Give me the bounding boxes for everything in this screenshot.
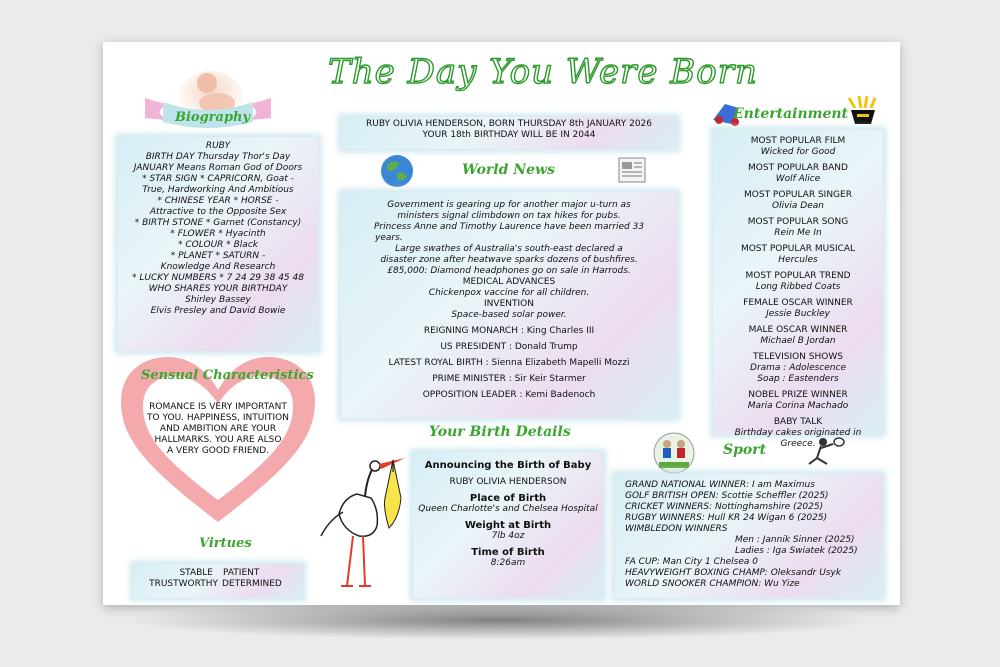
sport-line: CRICKET WINNERS: Nottinghamshire (2025) xyxy=(625,502,824,512)
page-shadow xyxy=(120,600,880,640)
sport-line: GOLF BRITISH OPEN: Scottie Scheffler (2025) xyxy=(625,491,829,501)
entertainment-label: MOST POPULAR BAND xyxy=(748,163,848,173)
birth-details-box xyxy=(413,452,603,598)
biography-line: BIRTH DAY Thursday Thor's Day xyxy=(145,152,291,162)
entertainment-value: Birthday cakes originated in xyxy=(734,428,862,438)
entertainment-item xyxy=(713,190,883,212)
biography-line: Attractive to the Opposite Sex xyxy=(149,207,287,217)
entertainment-value: Greece. xyxy=(780,439,816,449)
entertainment-item xyxy=(713,217,883,239)
news-line: LATEST ROYAL BIRTH : Sienna Elizabeth Mapelli Mozzi xyxy=(388,358,630,368)
sensual-line: TO YOU. HAPPINESS, INTUITION xyxy=(147,413,289,423)
entertainment-label: NOBEL PRIZE WINNER xyxy=(748,390,848,400)
sport-line: WIMBLEDON WINNERS xyxy=(625,524,728,534)
biography-line: Knowledge And Research xyxy=(160,262,276,272)
page-title: The Day You Were Born xyxy=(328,52,758,92)
entertainment-item xyxy=(713,325,883,347)
header-line: YOUR 18th BIRTHDAY WILL BE IN 2044 xyxy=(422,130,596,140)
virtues-box xyxy=(133,564,303,598)
news-line: Space-based solar power. xyxy=(451,310,567,320)
news-line: disaster zone after heatwave sparks dozens of bushfires. xyxy=(380,255,638,265)
birthday-certificate xyxy=(103,42,900,605)
baby-bundle-icon xyxy=(381,458,407,538)
entertainment-value: Michael B Jordan xyxy=(760,336,836,346)
entertainment-item xyxy=(713,244,883,266)
baby-name: RUBY OLIVIA HENDERSON xyxy=(449,477,567,487)
entertainment-value: Drama : Adolescence xyxy=(750,363,846,373)
sport-line: Men : Jannik Sinner (2025) xyxy=(735,535,855,545)
entertainment-value: Maria Corina Machado xyxy=(747,401,849,411)
weight-label: Weight at Birth xyxy=(464,520,552,531)
entertainment-item xyxy=(713,352,883,385)
biography-line: * STAR SIGN * CAPRICORN, Goat - xyxy=(142,174,294,184)
football-players-icon xyxy=(653,432,695,474)
entertainment-value: Long Ribbed Coats xyxy=(755,282,841,292)
entertainment-label: MOST POPULAR MUSICAL xyxy=(740,244,856,254)
news-line: Large swathes of Australia's south-east declared a xyxy=(395,244,623,254)
entertainment-label: BABY TALK xyxy=(773,417,823,427)
entertainment-label: FEMALE OSCAR WINNER xyxy=(743,298,853,308)
entertainment-label: MOST POPULAR SINGER xyxy=(744,190,852,200)
sensual-text xyxy=(118,402,318,457)
sport-box xyxy=(615,474,883,598)
sport-line: GRAND NATIONAL WINNER: I am Maximus xyxy=(625,480,815,490)
globe-icon xyxy=(379,153,415,189)
news-line: ministers signal climbdown on tax hikes for pubs. xyxy=(397,211,621,221)
entertainment-item xyxy=(713,136,883,158)
film-award-icon xyxy=(845,94,881,130)
news-line: years. xyxy=(375,233,403,243)
sensual-heading: Sensual Characteristics xyxy=(141,368,314,383)
sensual-line: ROMANCE IS VERY IMPORTANT xyxy=(149,402,287,412)
entertainment-label: MOST POPULAR FILM xyxy=(750,136,846,146)
entertainment-heading: Entertainment xyxy=(733,106,849,122)
sport-line: HEAVYWEIGHT BOXING CHAMP: Oleksandr Usyk xyxy=(625,568,842,578)
biography-line: * BIRTH STONE * Garnet (Constancy) xyxy=(134,218,302,228)
header-line: RUBY OLIVIA HENDERSON, BORN THURSDAY 8th JANUARY 2026 xyxy=(365,119,652,129)
sport-line: FA CUP: Man City 1 Chelsea 0 xyxy=(625,557,758,567)
news-line: Government is gearing up for another major u-turn as xyxy=(387,200,631,210)
weight-value: 7lb 4oz xyxy=(491,531,525,541)
entertainment-item xyxy=(713,271,883,293)
time-value: 8:26am xyxy=(490,558,526,568)
biography-line: RUBY xyxy=(205,141,231,151)
news-line: Princess Anne and Timothy Laurence have been married 33 xyxy=(373,222,645,232)
place-label: Place of Birth xyxy=(469,493,547,504)
news-line: Chickenpox vaccine for all children. xyxy=(428,288,590,298)
header-box xyxy=(341,117,677,149)
entertainment-label: MOST POPULAR TREND xyxy=(745,271,851,281)
time-label: Time of Birth xyxy=(471,547,545,558)
virtue: PATIENT xyxy=(223,568,260,578)
newspaper-icon xyxy=(617,156,647,184)
birth-details-heading: Your Birth Details xyxy=(429,424,571,440)
entertainment-value: Soap : Eastenders xyxy=(757,374,839,384)
entertainment-item xyxy=(713,163,883,185)
biography-line: JANUARY Means Roman God of Doors xyxy=(133,163,303,173)
entertainment-item xyxy=(713,298,883,320)
tennis-player-icon xyxy=(803,436,853,468)
sensual-line: AND AMBITION ARE YOUR xyxy=(159,424,277,434)
biography-line: True, Hardworking And Ambitious xyxy=(142,185,294,195)
entertainment-label: MALE OSCAR WINNER xyxy=(748,325,848,335)
entertainment-label: MOST POPULAR SONG xyxy=(747,217,849,227)
biography-heading: Biography xyxy=(175,110,251,125)
sensual-line: HALLMARKS. YOU ARE ALSO xyxy=(154,435,282,445)
biography-line: * FLOWER * Hyacinth xyxy=(170,229,266,239)
sport-line: WORLD SNOOKER CHAMPION: Wu Yize xyxy=(625,579,800,589)
news-line: INVENTION xyxy=(484,299,534,309)
biography-line: * LUCKY NUMBERS * 7 24 29 38 45 48 xyxy=(132,273,304,283)
sport-line: RUGBY WINNERS: Hull KR 24 Wigan 6 (2025) xyxy=(625,513,828,523)
entertainment-box xyxy=(713,130,883,449)
biography-line: WHO SHARES YOUR BIRTHDAY xyxy=(148,284,288,294)
biography-line: * PLANET * SATURN - xyxy=(170,251,266,261)
entertainment-value: Hercules xyxy=(778,255,818,265)
announce-text: Announcing the Birth of Baby xyxy=(424,460,592,471)
virtue: STABLE xyxy=(179,568,213,578)
news-line: REIGNING MONARCH : King Charles III xyxy=(423,326,595,336)
entertainment-item xyxy=(713,390,883,412)
news-line: PRIME MINISTER : Sir Keir Starmer xyxy=(432,374,586,384)
biography-box xyxy=(118,137,318,351)
world-news-heading: World News xyxy=(462,162,555,178)
world-news-box xyxy=(341,192,677,418)
entertainment-value: Wolf Alice xyxy=(775,174,821,184)
entertainment-value: Wicked for Good xyxy=(760,147,836,157)
news-line: £85,000: Diamond headphones go on sale in Harrods. xyxy=(387,266,631,276)
sport-line: Ladies : Iga Swiatek (2025) xyxy=(735,546,858,556)
entertainment-label: TELEVISION SHOWS xyxy=(753,352,843,362)
news-line: OPPOSITION LEADER : Kemi Badenoch xyxy=(422,390,596,400)
news-line: MEDICAL ADVANCES xyxy=(462,277,556,287)
biography-line: * CHINESE YEAR * HORSE - xyxy=(157,196,279,206)
entertainment-value: Jessie Buckley xyxy=(766,309,830,319)
entertainment-value: Rein Me In xyxy=(774,228,822,238)
entertainment-value: Olivia Dean xyxy=(772,201,824,211)
sensual-line: A VERY GOOD FRIEND. xyxy=(166,446,270,456)
biography-line: * COLOUR * Black xyxy=(178,240,258,250)
virtue: TRUSTWORTHY xyxy=(149,579,218,589)
virtue: DETERMINED xyxy=(222,579,282,589)
biography-line: Shirley Bassey xyxy=(185,295,251,305)
virtues-heading: Virtues xyxy=(199,536,252,551)
news-line: US PRESIDENT : Donald Trump xyxy=(440,342,578,352)
sport-heading: Sport xyxy=(723,442,767,458)
biography-line: Elvis Presley and David Bowie xyxy=(150,306,286,316)
place-value: Queen Charlotte's and Chelsea Hospital xyxy=(418,504,598,514)
